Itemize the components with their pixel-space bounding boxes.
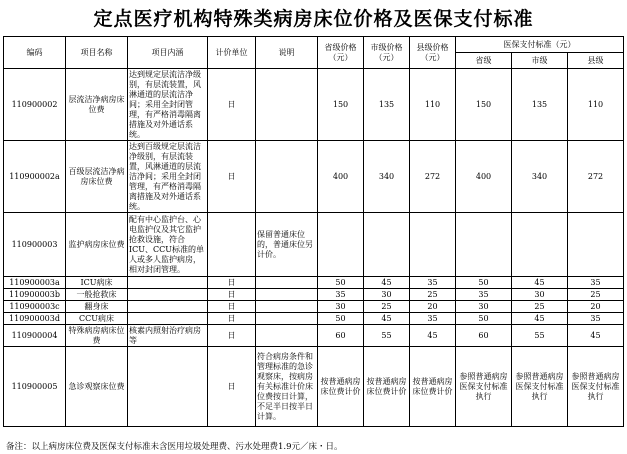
cell-ins-city: 参照普通病房医保支付标准执行 [512, 347, 568, 427]
cell-name: 监护病房床位费 [66, 213, 128, 277]
table-row [4, 347, 624, 427]
cell-ins-city: 25 [512, 301, 568, 313]
cell-province-price: 50 [318, 313, 364, 325]
cell-content [128, 277, 208, 289]
cell-ins-province: 50 [456, 313, 512, 325]
cell-ins-county: 参照普通病房医保支付标准执行 [568, 347, 624, 427]
cell-code: 110900005 [4, 347, 66, 427]
cell-ins-province: 30 [456, 301, 512, 313]
cell-city-price: 340 [364, 141, 410, 213]
cell-name: 翻身床 [66, 301, 128, 313]
cell-desc [256, 325, 318, 347]
cell-ins-county: 20 [568, 301, 624, 313]
cell-name: 特殊病房病床位费 [66, 325, 128, 347]
price-table [3, 36, 624, 427]
cell-county-price [410, 213, 456, 277]
cell-code: 110900003b [4, 289, 66, 301]
cell-ins-city: 45 [512, 313, 568, 325]
cell-name: 一般抢救床 [66, 289, 128, 301]
cell-code: 110900003a [4, 277, 66, 289]
header-city-price: 市级价格（元） [364, 37, 410, 69]
cell-city-price: 45 [364, 277, 410, 289]
table-row [4, 213, 624, 277]
cell-ins-province: 150 [456, 69, 512, 141]
cell-province-price: 按普通病房床位费计价 [318, 347, 364, 427]
cell-unit: 日 [208, 313, 256, 325]
cell-ins-province: 35 [456, 289, 512, 301]
header-unit: 计价单位 [208, 37, 256, 69]
header-insurance-province: 省级 [456, 53, 512, 69]
cell-code: 110900003d [4, 313, 66, 325]
cell-ins-city: 30 [512, 289, 568, 301]
cell-content: 达到百级规定层流洁净级别，有层流装置，风淋通道的层流洁净间；采用全封闭管理，有严格消毒隔离措施及对外通话系统。 [128, 141, 208, 213]
cell-ins-city: 55 [512, 325, 568, 347]
cell-unit: 日 [208, 347, 256, 427]
cell-code: 110900004 [4, 325, 66, 347]
cell-desc [256, 277, 318, 289]
header-county-price: 县级价格（元） [410, 37, 456, 69]
cell-ins-province: 50 [456, 277, 512, 289]
cell-desc [256, 301, 318, 313]
cell-ins-province: 400 [456, 141, 512, 213]
cell-code: 110900003 [4, 213, 66, 277]
cell-province-price: 30 [318, 301, 364, 313]
cell-code: 110900002a [4, 141, 66, 213]
cell-content [128, 301, 208, 313]
cell-content: 达到规定层流洁净级别，有层流装置，风淋通道的层流洁净间；采用全封闭管理，有严格消毒隔离措施及对外通话系统。 [128, 69, 208, 141]
cell-unit: 日 [208, 325, 256, 347]
table-row [4, 277, 624, 289]
cell-desc: 保留普通床位的，普通床位另计价。 [256, 213, 318, 277]
header-code: 编码 [4, 37, 66, 69]
cell-desc [256, 141, 318, 213]
cell-city-price: 30 [364, 289, 410, 301]
cell-province-price: 150 [318, 69, 364, 141]
cell-city-price: 25 [364, 301, 410, 313]
header-content: 项目内涵 [128, 37, 208, 69]
cell-county-price: 按普通病房床位费计价 [410, 347, 456, 427]
cell-county-price: 25 [410, 289, 456, 301]
header-insurance-county: 县级 [568, 53, 624, 69]
cell-county-price: 35 [410, 313, 456, 325]
header-desc: 说明 [256, 37, 318, 69]
page-title: 定点医疗机构特殊类病房床位价格及医保支付标准 [93, 8, 534, 30]
cell-city-price: 135 [364, 69, 410, 141]
header-name: 项目名称 [66, 37, 128, 69]
cell-content [128, 313, 208, 325]
cell-county-price: 35 [410, 277, 456, 289]
cell-content: 配有中心监护台、心电监护仪及其它监护抢救设施，符合ICU、CCU标准的单人或多人监护病房，相对封闭管理。 [128, 213, 208, 277]
cell-desc [256, 289, 318, 301]
cell-city-price: 55 [364, 325, 410, 347]
cell-desc: 符合病房条件和管理标准的急诊观察床，按病房有关标准计价床位费按日计算，不足半日按半日计算。 [256, 347, 318, 427]
table-row [4, 301, 624, 313]
cell-unit [208, 213, 256, 277]
table-row [4, 325, 624, 347]
cell-name: ICU病床 [66, 277, 128, 289]
cell-province-price [318, 213, 364, 277]
cell-name: 急诊观察床位费 [66, 347, 128, 427]
cell-county-price: 45 [410, 325, 456, 347]
cell-ins-county [568, 213, 624, 277]
cell-province-price: 400 [318, 141, 364, 213]
header-insurance-city: 市级 [512, 53, 568, 69]
cell-county-price: 110 [410, 69, 456, 141]
cell-city-price [364, 213, 410, 277]
header-province-price: 省级价格（元） [318, 37, 364, 69]
cell-unit: 日 [208, 277, 256, 289]
cell-city-price: 45 [364, 313, 410, 325]
cell-code: 110900002 [4, 69, 66, 141]
cell-desc [256, 69, 318, 141]
cell-code: 110900003c [4, 301, 66, 313]
cell-ins-province: 60 [456, 325, 512, 347]
cell-county-price: 272 [410, 141, 456, 213]
cell-province-price: 50 [318, 277, 364, 289]
cell-city-price: 按普通病房床位费计价 [364, 347, 410, 427]
cell-content [128, 289, 208, 301]
cell-ins-city [512, 213, 568, 277]
table-row [4, 289, 624, 301]
cell-ins-county: 35 [568, 277, 624, 289]
cell-desc [256, 313, 318, 325]
cell-content: 核素内照射治疗病房等 [128, 325, 208, 347]
header-insurance-group: 医保支付标准（元） [456, 37, 624, 53]
cell-ins-province: 参照普通病房医保支付标准执行 [456, 347, 512, 427]
cell-province-price: 35 [318, 289, 364, 301]
cell-ins-county: 110 [568, 69, 624, 141]
cell-name: CCU病床 [66, 313, 128, 325]
cell-ins-county: 272 [568, 141, 624, 213]
cell-ins-city: 45 [512, 277, 568, 289]
table-row [4, 141, 624, 213]
cell-name: 百级层流洁净病房床位费 [66, 141, 128, 213]
footnote: 备注：以上病房床位费及医保支付标准未含医用垃圾处理费、污水处理费1.9元／床・日。 [6, 442, 343, 452]
cell-county-price: 20 [410, 301, 456, 313]
cell-unit: 日 [208, 69, 256, 141]
cell-name: 层流洁净病房床位费 [66, 69, 128, 141]
cell-ins-county: 35 [568, 313, 624, 325]
cell-ins-city: 135 [512, 69, 568, 141]
cell-ins-city: 340 [512, 141, 568, 213]
cell-ins-county: 45 [568, 325, 624, 347]
cell-unit: 日 [208, 141, 256, 213]
cell-unit: 日 [208, 301, 256, 313]
table-row [4, 313, 624, 325]
cell-province-price: 60 [318, 325, 364, 347]
table-row [4, 69, 624, 141]
cell-ins-province [456, 213, 512, 277]
cell-unit: 日 [208, 289, 256, 301]
cell-content [128, 347, 208, 427]
cell-ins-county: 25 [568, 289, 624, 301]
